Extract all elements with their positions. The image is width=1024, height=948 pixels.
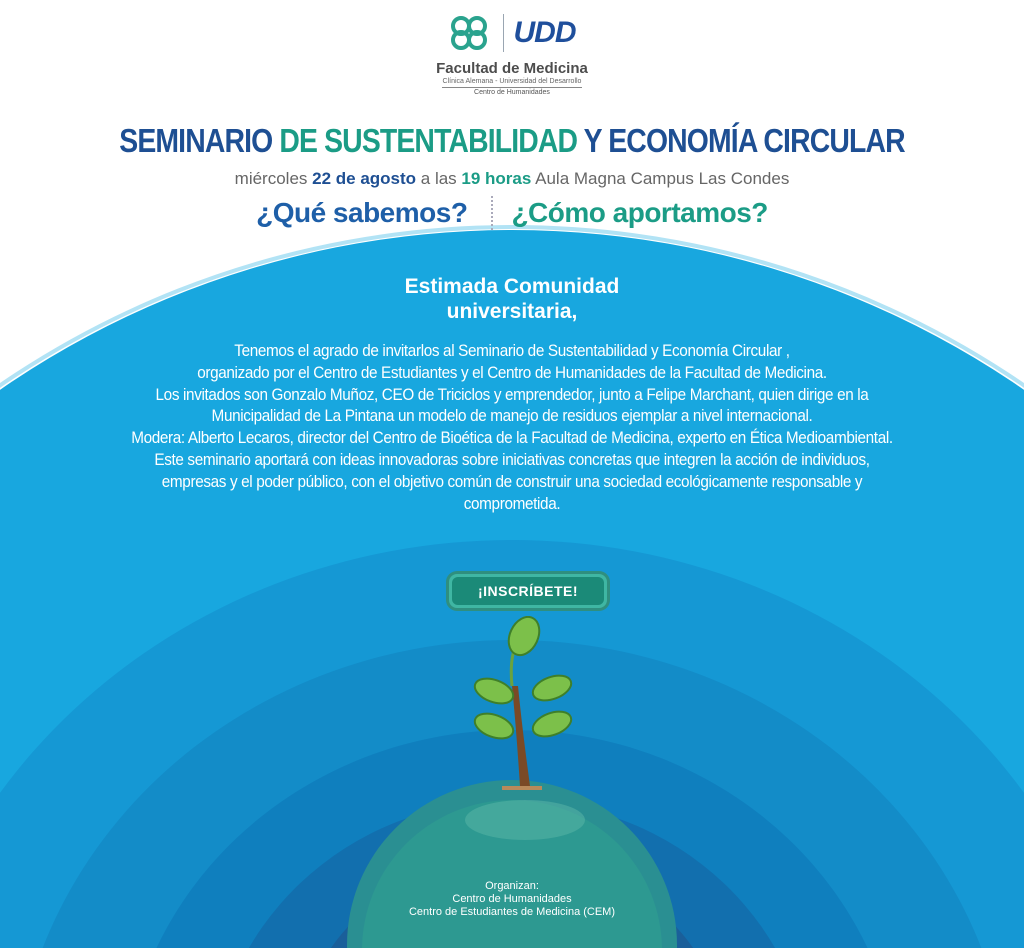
logo-divider [503, 14, 504, 52]
question-1: ¿Qué sabemos? [256, 197, 468, 228]
faculty-title: Facultad de Medicina [436, 60, 588, 77]
title-part-3: Y ECONOMÍA CIRCULAR [577, 122, 905, 159]
title-part-1: SEMINARIO [119, 122, 280, 159]
organizers-heading: Organizan: [485, 880, 539, 892]
event-date-line [0, 169, 1024, 189]
title-part-2: DE SUSTENTABILIDAD [279, 122, 578, 159]
page-title [72, 122, 953, 160]
question-separator [491, 196, 493, 230]
date-date: 22 de agosto [312, 169, 417, 188]
date-place: Aula Magna Campus Las Condes [531, 169, 790, 188]
body-line: comprometida. [463, 493, 561, 513]
body-line: organizado por el Centro de Estudiantes y el Centro de Humanidades de la Facultad de Medicina. [197, 362, 827, 382]
greeting [0, 274, 1024, 324]
invitation-body [40, 340, 984, 514]
greeting-line-1: Estimada Comunidad [404, 275, 620, 298]
body-line: Los invitados son Gonzalo Muñoz, CEO de Triciclos y emprendedor, junto a Felipe Marchant, quien dirige en la [155, 384, 869, 404]
register-button-label: ¡INSCRÍBETE! [477, 583, 579, 599]
greeting-line-2: universitaria, [446, 300, 578, 323]
faculty-block [0, 60, 1024, 96]
register-button[interactable] [449, 574, 607, 608]
body-line: Este seminario aportará con ideas innovadoras sobre iniciativas concretas que integren la acción de individuos, [154, 449, 870, 469]
faculty-subtitle: Clínica Alemana - Universidad del Desarrollo [442, 78, 582, 85]
udd-logo: UDD [513, 16, 576, 49]
plant-illustration [462, 616, 582, 796]
logo-row [0, 14, 1024, 52]
faculty-divider [442, 87, 582, 88]
body-line: Modera: Alberto Lecaros, director del Centro de Bioética de la Facultad de Medicina, experto en Ética Medioambiental. [131, 428, 893, 448]
date-day: miércoles [234, 169, 313, 188]
question-2: ¿Cómo aportamos? [511, 197, 768, 228]
date-at: a las [416, 169, 462, 188]
organizer-2: Centro de Estudiantes de Medicina (CEM) [408, 906, 616, 918]
faculty-centro: Centro de Humanidades [474, 89, 550, 96]
organizers [0, 880, 1024, 919]
body-line: empresas y el poder público, con el objetivo común de construir una sociedad ecológicamente responsable y [161, 471, 863, 491]
body-line: Tenemos el agrado de invitarlos al Seminario de Sustentabilidad y Economía Circular , [234, 341, 790, 360]
questions-row [0, 196, 1024, 230]
cas-logo-icon [449, 14, 493, 52]
organizer-1: Centro de Humanidades [452, 893, 572, 905]
date-hour: 19 horas [461, 169, 532, 188]
body-line: Municipalidad de La Pintana un modelo de manejo de residuos ejemplar a nivel internacional. [211, 406, 813, 426]
